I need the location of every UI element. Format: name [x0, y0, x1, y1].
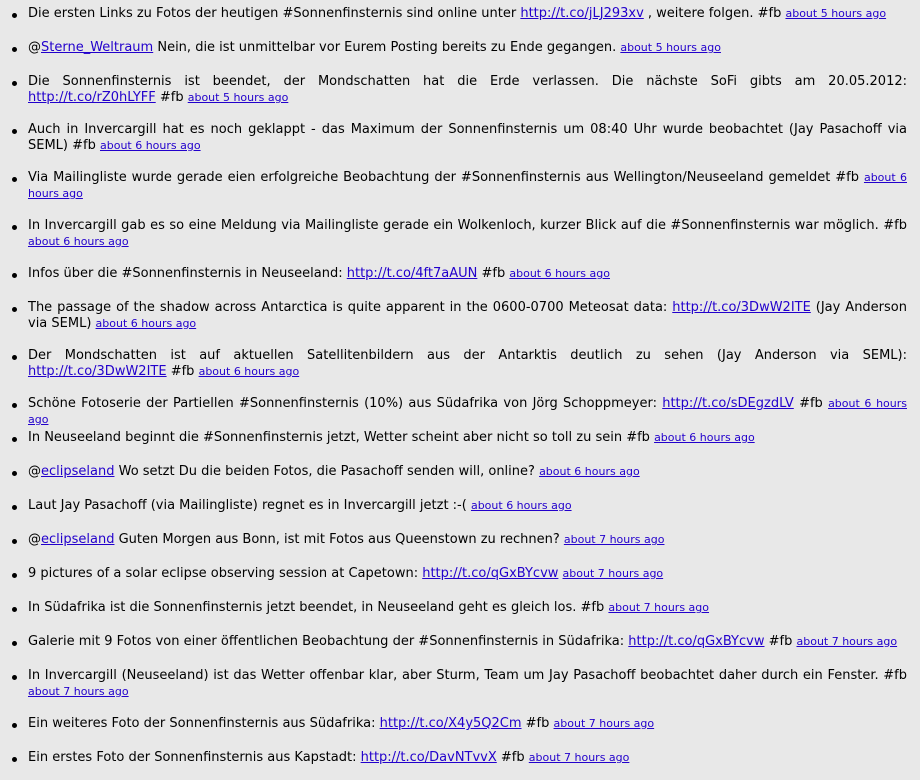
tweet-link[interactable]: http://t.co/qGxBYcvw — [628, 634, 765, 649]
tweet-text: #fb — [496, 750, 529, 765]
mention-link[interactable]: eclipseland — [41, 532, 115, 547]
timestamp-link[interactable]: about 7 hours ago — [563, 533, 665, 546]
tweet-text: Via Mailingliste wurde gerade eien erfolgreiche Beobachtung der #Sonnenfinsternis aus Wellington/Neuseeland gemeldet #fb — [28, 170, 864, 185]
tweet-item — [28, 430, 907, 446]
tweet-text: The passage of the shadow across Antarctica is quite apparent in the 0600-0700 Meteosat data: — [28, 300, 673, 315]
tweet-text: (Jay Anderson via SEML) — [28, 300, 907, 331]
tweet-item — [28, 266, 907, 282]
tweet-text: Guten Morgen aus Bonn, ist mit Fotos aus Queenstown zu rechnen? — [114, 532, 564, 547]
tweet-text: Nein, die ist unmittelbar vor Eurem Posting bereits zu Ende gegangen. — [153, 40, 621, 55]
timestamp-link[interactable]: about 7 hours ago — [28, 685, 129, 698]
tweet-text: Galerie mit 9 Fotos von einer öffentlichen Beobachtung der #Sonnenfinsternis in Südafrika: — [28, 634, 629, 649]
timestamp-link[interactable]: about 6 hours ago — [28, 397, 907, 426]
mention-link[interactable]: eclipseland — [41, 464, 115, 479]
tweet-text: @ — [28, 532, 41, 547]
tweet-link[interactable]: http://t.co/jLJ293xv — [520, 6, 644, 21]
tweet-text: Schöne Fotoserie der Partiellen #Sonnenfinsternis (10%) aus Südafrika von Jörg Schoppmeyer: — [28, 396, 663, 411]
timestamp-link[interactable]: about 7 hours ago — [796, 635, 898, 648]
tweet-text: #fb — [166, 364, 199, 379]
tweet-text: @ — [28, 464, 41, 479]
tweet-text: Infos über die #Sonnenfinsternis in Neuseeland: — [28, 266, 347, 281]
tweet-link[interactable]: http://t.co/3DwW2ITE — [28, 364, 167, 379]
tweet-item — [28, 6, 907, 22]
tweet-text: Wo setzt Du die beiden Fotos, die Pasachoff senden will, online? — [114, 464, 540, 479]
mention-link[interactable]: Sterne_Weltraum — [41, 40, 154, 55]
tweet-item — [28, 750, 907, 766]
tweet-item — [28, 122, 907, 154]
tweet-item — [28, 40, 907, 56]
tweet-link[interactable]: http://t.co/4ft7aAUN — [346, 266, 478, 281]
tweet-item — [28, 348, 907, 380]
timestamp-link[interactable]: about 5 hours ago — [620, 41, 721, 54]
timestamp-link[interactable]: about 6 hours ago — [28, 235, 129, 248]
tweet-text: @ — [28, 40, 41, 55]
timestamp-link[interactable]: about 5 hours ago — [187, 91, 289, 104]
tweet-item — [28, 634, 907, 650]
tweet-item — [28, 532, 907, 548]
timestamp-link[interactable]: about 7 hours ago — [562, 567, 664, 580]
timestamp-link[interactable]: about 6 hours ago — [654, 431, 755, 444]
timestamp-link[interactable]: about 6 hours ago — [198, 365, 300, 378]
tweet-text: Ein weiteres Foto der Sonnenfinsternis aus Südafrika: — [28, 716, 380, 731]
tweet-text: #fb — [155, 90, 188, 105]
tweet-text: In Südafrika ist die Sonnenfinsternis jetzt beendet, in Neuseeland geht es gleich los. #fb — [28, 600, 609, 615]
tweet-text: Die ersten Links zu Fotos der heutigen #Sonnenfinsternis sind online unter — [28, 6, 521, 21]
tweet-text: #fb — [477, 266, 510, 281]
tweet-text: In Invercargill (Neuseeland) ist das Wetter offenbar klar, aber Sturm, Team um Jay Pasachoff beobachtet daher durch ein Fenster. #fb — [28, 668, 907, 683]
tweet-link[interactable]: http://t.co/DavNTvvX — [360, 750, 497, 765]
tweet-text: #fb — [793, 396, 829, 411]
tweet-text: Laut Jay Pasachoff (via Mailingliste) regnet es in Invercargill jetzt :-( — [28, 498, 471, 513]
tweet-text: Der Mondschatten ist auf aktuellen Satellitenbildern aus der Antarktis deutlich zu sehen (Jay Anderson via SEML): — [28, 348, 907, 363]
tweet-text: Auch in Invercargill hat es noch geklappt - das Maximum der Sonnenfinsternis um 08:40 Uhr wurde beobachtet (Jay Pasachoff via SEML) #fb — [28, 122, 907, 153]
timestamp-link[interactable]: about 6 hours ago — [95, 317, 197, 330]
tweet-text: 9 pictures of a solar eclipse observing session at Capetown: — [28, 566, 423, 581]
timestamp-link[interactable]: about 6 hours ago — [509, 267, 610, 280]
tweet-text: Die Sonnenfinsternis ist beendet, der Mondschatten hat die Erde verlassen. Die nächste SoFi gibts am 20.05.2012: — [28, 74, 907, 89]
tweet-text: , weitere folgen. #fb — [643, 6, 786, 21]
timestamp-link[interactable]: about 5 hours ago — [785, 7, 887, 20]
tweet-item — [28, 668, 907, 700]
tweet-item — [28, 600, 907, 616]
tweet-text: #fb — [521, 716, 554, 731]
timestamp-link[interactable]: about 7 hours ago — [608, 601, 710, 614]
tweet-item — [28, 396, 907, 428]
timestamp-link[interactable]: about 6 hours ago — [28, 171, 907, 200]
tweet-item — [28, 716, 907, 732]
tweet-link[interactable]: http://t.co/3DwW2ITE — [672, 300, 811, 315]
timestamp-link[interactable]: about 7 hours ago — [553, 717, 655, 730]
tweet-text: In Invercargill gab es so eine Meldung via Mailingliste gerade ein Wolkenloch, kurzer Blick auf die #Sonnenfinsternis war möglich. #fb — [28, 218, 907, 233]
tweet-link[interactable]: http://t.co/rZ0hLYFF — [28, 90, 156, 105]
tweet-link[interactable]: http://t.co/sDEgzdLV — [662, 396, 794, 411]
timestamp-link[interactable]: about 7 hours ago — [528, 751, 630, 764]
tweet-link[interactable]: http://t.co/X4y5Q2Cm — [379, 716, 522, 731]
timestamp-link[interactable]: about 6 hours ago — [99, 139, 201, 152]
tweet-link[interactable]: http://t.co/qGxBYcvw — [422, 566, 559, 581]
tweet-item — [28, 300, 907, 332]
tweet-text: Ein erstes Foto der Sonnenfinsternis aus Kapstadt: — [28, 750, 361, 765]
tweet-item — [28, 218, 907, 250]
timestamp-link[interactable]: about 6 hours ago — [539, 465, 640, 478]
tweet-item — [28, 74, 907, 106]
tweet-text: In Neuseeland beginnt die #Sonnenfinsternis jetzt, Wetter scheint aber nicht so toll zu sein #fb — [28, 430, 655, 445]
tweet-item — [28, 170, 907, 202]
tweet-item — [28, 566, 907, 582]
tweet-item — [28, 464, 907, 480]
timestamp-link[interactable]: about 6 hours ago — [470, 499, 572, 512]
tweet-item — [28, 498, 907, 514]
tweet-text: #fb — [764, 634, 797, 649]
